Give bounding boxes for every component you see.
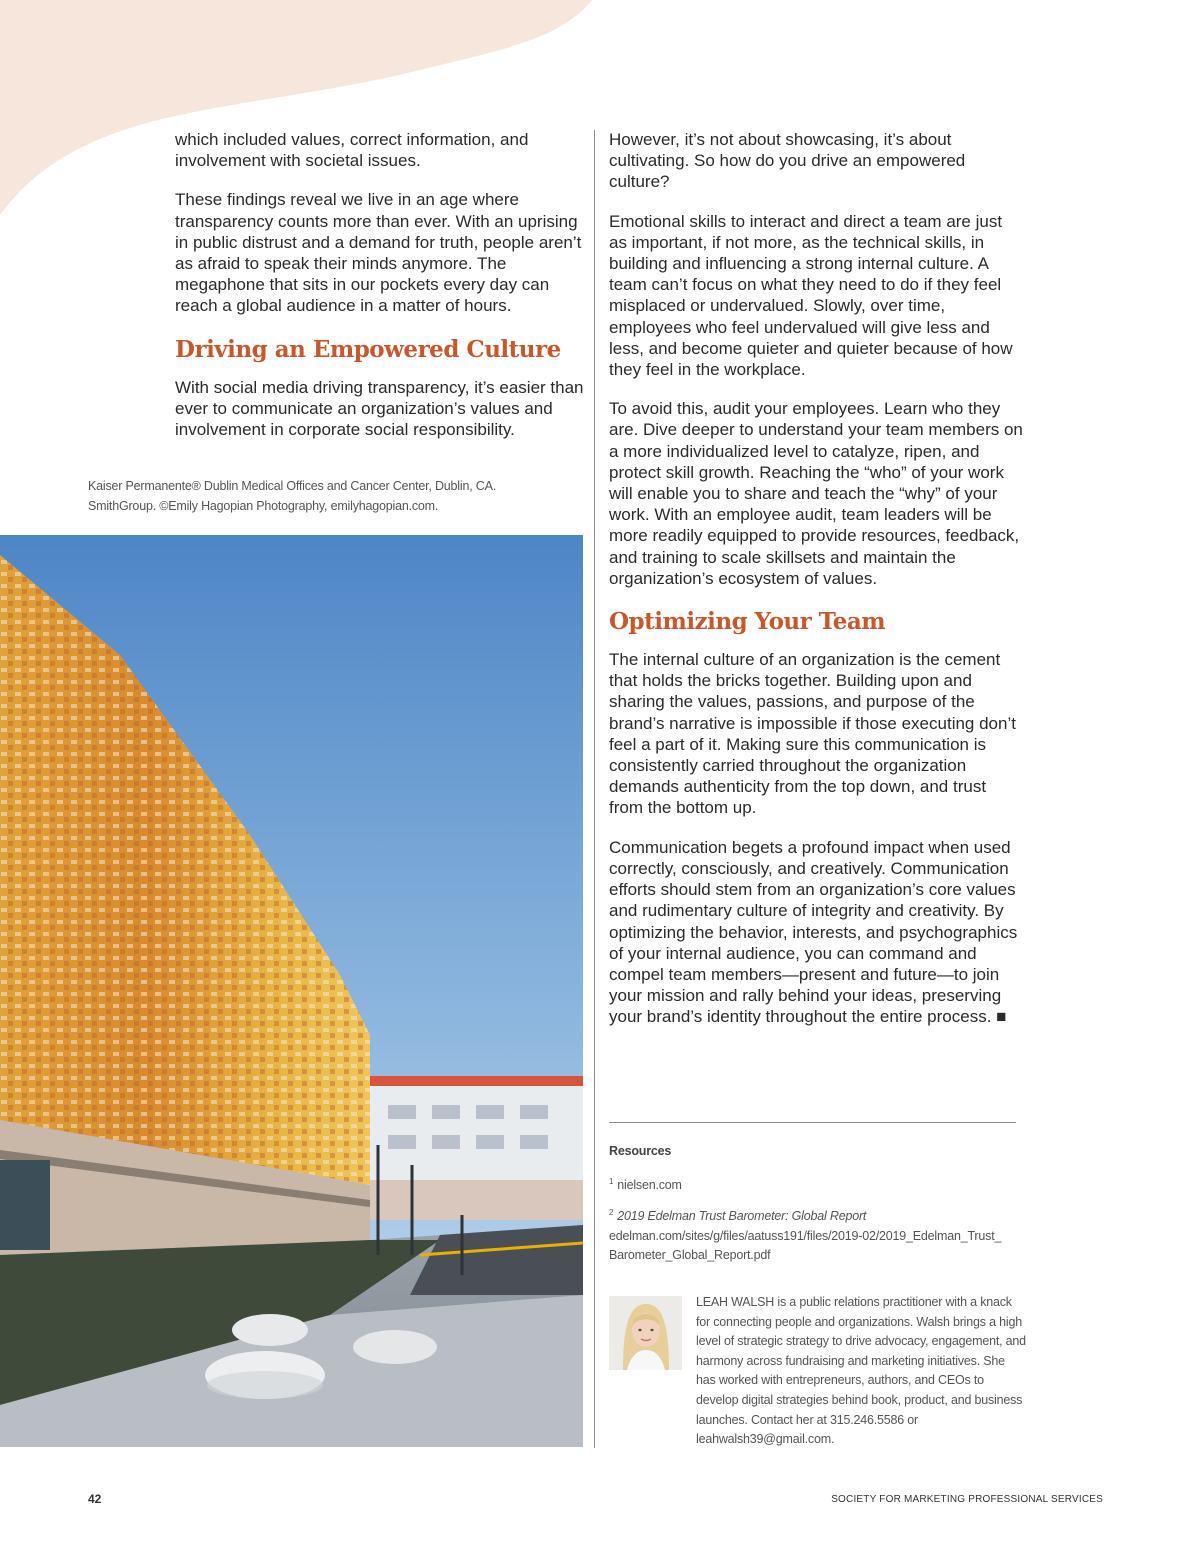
left-paragraph-1: which included values, correct information, and involvement with societal issues. [175, 130, 529, 171]
resources-title: Resources [609, 1144, 672, 1158]
right-paragraph-2: Emotional skills to interact and direct a team are just as important, if not more, as the technical skills, in building and influencing a strong internal culture. A team can’t focus on what they need to do if they feel misplaced or undervalued. Slowly, over time, employees who feel undervalued will give less and less, and become quieter and quieter because of how they feel in the workplace. [609, 211, 1013, 380]
reference-1-number: 1 [609, 1176, 614, 1186]
column-divider [594, 130, 595, 1448]
section-heading-optimizing-team: Optimizing Your Team [609, 608, 886, 636]
reference-1 [609, 1172, 1029, 1196]
left-column [175, 129, 585, 458]
caption-line-1: Kaiser Permanente® Dublin Medical Offices and Cancer Center, Dublin, CA. [88, 479, 496, 493]
reference-2-url-line-1[interactable]: edelman.com/sites/g/files/aatuss191/files/2019-02/2019_Edelman_Trust_ [609, 1228, 1002, 1243]
left-paragraph-2: These findings reveal we live in an age where transparency counts more than ever. With an uprising in public distrust and a demand for truth, people aren’t as afraid to speak their minds anymore. The megaphone that sits in our pockets every day can reach a global audience in a matter of hours. [175, 190, 582, 316]
reference-1-text[interactable]: nielsen.com [617, 1177, 682, 1192]
author-avatar [609, 1296, 682, 1370]
right-paragraph-1: However, it’s not about showcasing, it’s about cultivating. So how do you drive an empowered culture? [609, 130, 966, 192]
resources-divider [609, 1122, 1016, 1123]
right-paragraph-5: Communication begets a profound impact when used correctly, consciously, and creatively. Communication efforts should stem from an organization’s core values and rudimentary culture of integrity and creativity. By optimizing the behavior, interests, and psychographics of your internal audience, you can command and compel team members—present and future—to join your mission and rally behind your ideas, preserving your brand’s identity throughout the entire process. ■ [609, 837, 1018, 1027]
right-paragraph-4: The internal culture of an organization is the cement that holds the bricks together. Building upon and sharing the values, passions, and purpose of the brand’s narrative is impossible if those executing don’t feel a part of it. Making sure this communication is consistently carried throughout the organization demands authenticity from the top down, and trust from the bottom up. [609, 650, 1016, 818]
page-number: 42 [88, 1492, 102, 1506]
reference-2-url-line-2[interactable]: Barometer_Global_Report.pdf [609, 1248, 771, 1263]
reference-2-number: 2 [609, 1208, 614, 1218]
section-heading-driving-culture: Driving an Empowered Culture [175, 335, 561, 363]
reference-2-title: 2019 Edelman Trust Barometer: Global Report [617, 1209, 867, 1224]
left-paragraph-3: With social media driving transparency, it’s easier than ever to communicate an organization’s values and involvement in corporate social responsibility. [175, 377, 584, 440]
right-column [609, 129, 1024, 1046]
footer-organization: SOCIETY FOR MARKETING PROFESSIONAL SERVICES [831, 1494, 1103, 1505]
author-bio: LEAH WALSH is a public relations practitioner with a knack for connecting people and organizations. Walsh brings a high level of strategic strategy to drive advocacy, engagement, and harmony across fundraising and marketing initiatives. She has worked with entrepreneurs, authors, and CEOs to develop digital strategies behind book, product, and business launches. Contact her at 315.246.5586 or leahwalsh39@gmail.com. [696, 1295, 1026, 1447]
resources-section [609, 1142, 1029, 1274]
reference-2 [609, 1203, 1029, 1266]
building-photo [0, 535, 583, 1447]
right-paragraph-3: To avoid this, audit your employees. Learn who they are. Dive deeper to understand your team members on a more individualized level to catalyze, ripen, and protect skill growth. Reaching the “who” of your work will enable you to share and teach the “why” of your work. With an employee audit, team leaders will be more readily equipped to provide resources, feedback, and training to scale skillsets and maintain the organization’s ecosystem of values. [609, 399, 1023, 588]
caption-line-2: SmithGroup. ©Emily Hagopian Photography, emilyhagopian.com. [88, 499, 439, 513]
photo-caption [88, 476, 568, 516]
